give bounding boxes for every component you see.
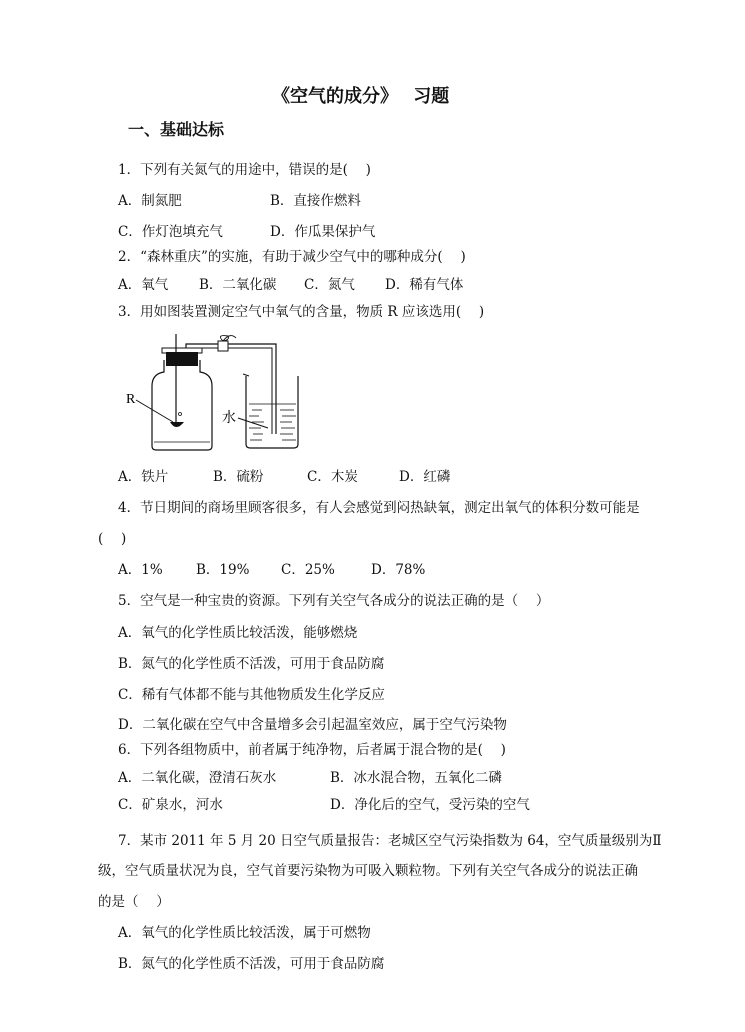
- q5-option-a: A．氧气的化学性质比较活泼，能够燃烧: [118, 625, 358, 641]
- question-3-stem: 3．用如图装置测定空气中氧气的含量，物质 R 应该选用( ): [118, 304, 485, 320]
- q2-option-c: C．氮气: [304, 277, 355, 293]
- q2-option-a: A．氧气: [118, 277, 169, 293]
- question-7-stem-cont1: 级，空气质量状况为良，空气首要污染物为可吸入颗粒物。下列有关空气各成分的说法正确: [98, 863, 638, 879]
- question-6-stem: 6．下列各组物质中，前者属于纯净物，后者属于混合物的是( ): [118, 742, 506, 758]
- rubber-stopper: [166, 352, 198, 366]
- question-7-stem-cont2: 的是（ ）: [98, 894, 170, 910]
- q1-option-c: C．作灯泡填充气: [118, 224, 223, 240]
- gas-bottle: [152, 360, 212, 450]
- q4-option-b: B．19%: [196, 562, 250, 578]
- q4-option-a: A．1%: [118, 562, 163, 578]
- q6-option-c: C．矿泉水，河水: [118, 797, 223, 813]
- q6-option-a: A．二氧化碳，澄清石灰水: [118, 770, 277, 786]
- q5-option-b: B．氮气的化学性质不活泼，可用于食品防腐: [118, 656, 385, 672]
- question-7-stem: 7．某市 2011 年 5 月 20 日空气质量报告：老城区空气污染指数为 64，空气质量级别为Ⅱ: [118, 833, 662, 849]
- label-r: R: [126, 392, 136, 407]
- q2-option-b: B．二氧化碳: [199, 277, 277, 293]
- clamp-handle: [220, 336, 236, 341]
- q3-option-b: B．硫粉: [213, 469, 264, 485]
- question-1-stem: 1．下列有关氮气的用途中，错误的是( ): [118, 162, 371, 178]
- question-4-stem: 4．节日期间的商场里顾客很多，有人会感觉到闷热缺氧，测定出氧气的体积分数可能是: [118, 500, 640, 516]
- water-pointer-line: [238, 418, 268, 428]
- question-5-stem: 5．空气是一种宝贵的资源。下列有关空气各成分的说法正确的是（ ）: [118, 593, 550, 609]
- q1-option-b: B．直接作燃料: [270, 193, 361, 209]
- q5-option-c: C．稀有气体都不能与其他物质发生化学反应: [118, 687, 385, 703]
- combustion-spoon: [170, 422, 184, 427]
- q4-option-d: D．78%: [371, 562, 426, 578]
- q3-option-a: A．铁片: [118, 469, 169, 485]
- page-title: 《空气的成分》 习题: [272, 86, 450, 107]
- label-water: 水: [222, 411, 236, 426]
- q1-option-a: A．制氮肥: [118, 193, 182, 209]
- q7-option-a: A．氧气的化学性质比较活泼，属于可燃物: [118, 925, 371, 941]
- clamp: [218, 341, 228, 351]
- question-4-stem-cont: ( ): [98, 531, 127, 547]
- q5-option-d: D．二氧化碳在空气中含量增多会引起温室效应，属于空气污染物: [118, 717, 507, 733]
- experiment-apparatus-diagram: [118, 330, 308, 455]
- q6-option-d: D．净化后的空气，受污染的空气: [330, 797, 530, 813]
- q6-option-b: B．冰水混合物，五氧化二磷: [330, 770, 502, 786]
- q7-option-b: B．氮气的化学性质不活泼，可用于食品防腐: [118, 956, 385, 972]
- q1-option-d: D．作瓜果保护气: [270, 224, 376, 240]
- question-2-stem: 2．“森林重庆”的实施，有助于减少空气中的哪种成分( ): [118, 249, 466, 265]
- section-heading: 一、基础达标: [128, 120, 225, 139]
- q3-option-c: C．木炭: [307, 469, 358, 485]
- flame-mark: [179, 413, 182, 416]
- q4-option-c: C．25%: [281, 562, 335, 578]
- q3-option-d: D．红磷: [399, 469, 451, 485]
- q2-option-d: D．稀有气体: [385, 277, 464, 293]
- r-pointer-line: [136, 400, 173, 422]
